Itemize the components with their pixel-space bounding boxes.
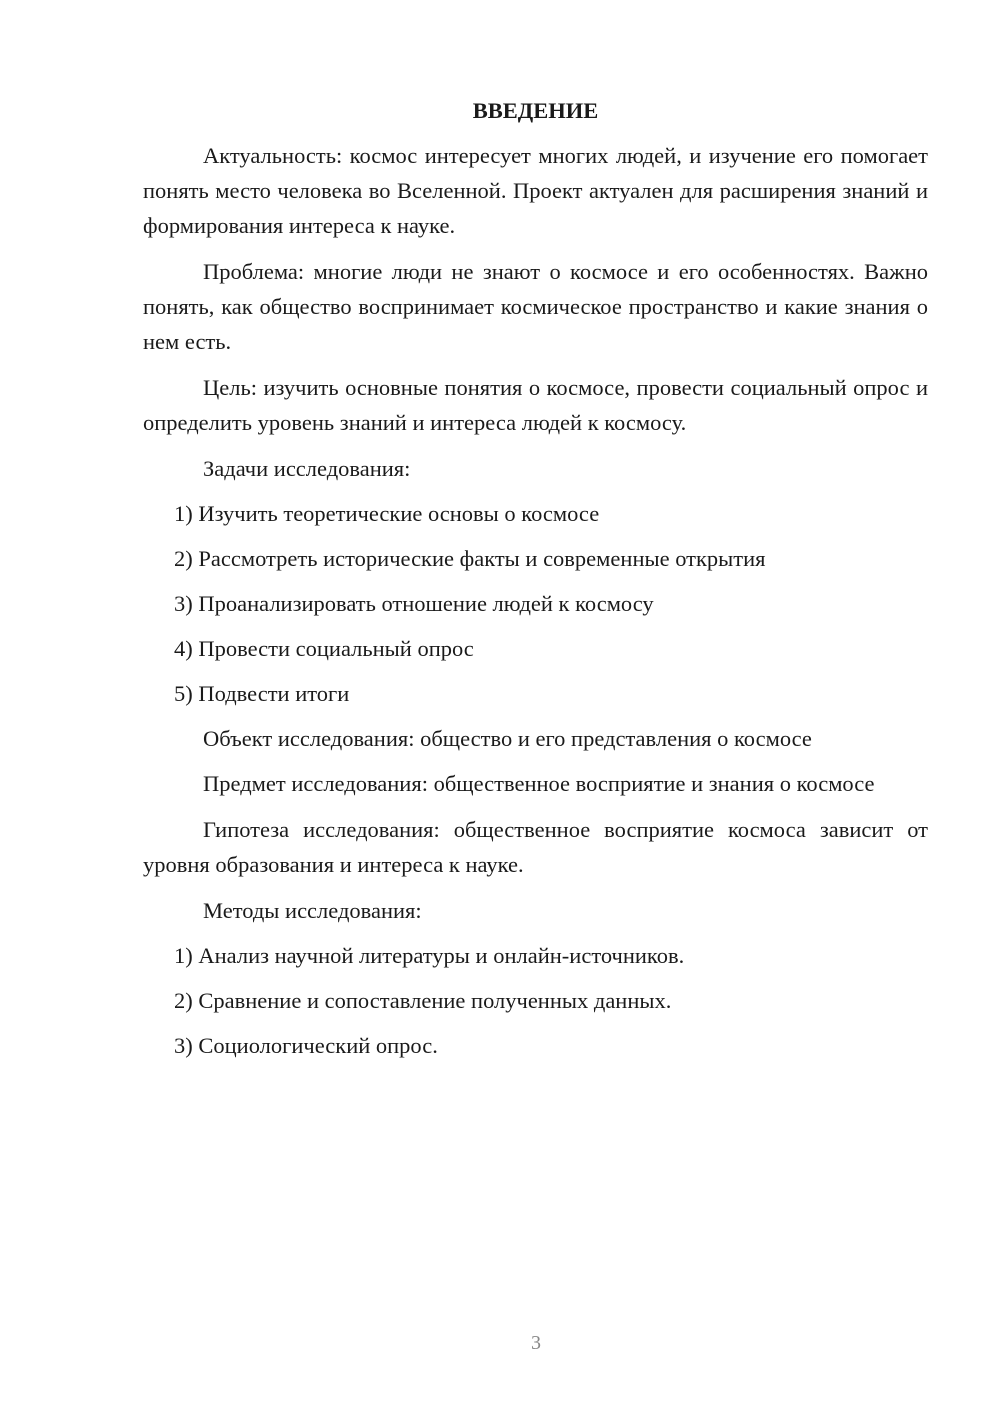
page-number: 3: [531, 1332, 541, 1354]
tasks-list: [143, 496, 928, 711]
paragraph-subject: Предмет исследования: общественное восприятие и знания о космосе: [203, 771, 875, 796]
section-title: ВВЕДЕНИЕ: [472, 98, 599, 123]
list-item: 4) Провести социальный опрос: [174, 636, 474, 661]
list-item: 2) Рассмотреть исторические факты и современные открытия: [174, 546, 766, 571]
list-item: 3) Проанализировать отношение людей к космосу: [174, 591, 654, 616]
list-item: 1) Анализ научной литературы и онлайн-источников.: [174, 943, 685, 968]
list-item: 5) Подвести итоги: [174, 681, 350, 706]
paragraph-hypothesis: Гипотеза исследования: общественное восприятие космоса зависит от уровня образования и интереса к науке.: [143, 817, 928, 877]
methods-list: [143, 938, 928, 1063]
list-item: 3) Социологический опрос.: [174, 1033, 438, 1058]
methods-heading: Методы исследования:: [203, 898, 422, 923]
list-item: 2) Сравнение и сопоставление полученных данных.: [174, 988, 672, 1013]
paragraph-goal: Цель: изучить основные понятия о космосе, провести социальный опрос и определить уровень знаний и интереса людей к космосу.: [143, 375, 928, 435]
list-item: 1) Изучить теоретические основы о космосе: [174, 501, 600, 526]
paragraph-relevance: Актуальность: космос интересует многих людей, и изучение его помогает понять место человека во Вселенной. Проект актуален для расширения знаний и формирования интереса к науке.: [143, 143, 928, 238]
paragraph-problem: Проблема: многие люди не знают о космосе и его особенностях. Важно понять, как общество воспринимает космическое пространство и какие знания о нем есть.: [143, 259, 928, 354]
tasks-heading: Задачи исследования:: [203, 456, 411, 481]
document-page: [143, 96, 928, 1073]
paragraph-object: Объект исследования: общество и его представления о космосе: [203, 726, 812, 751]
